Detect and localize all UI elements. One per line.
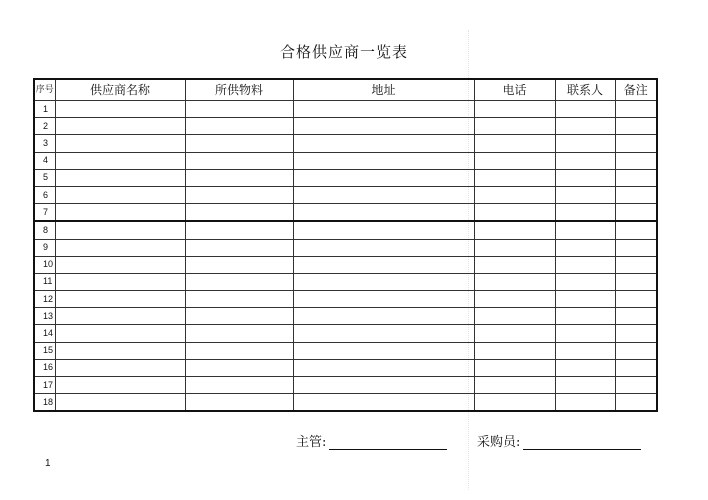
cell-supplier-name[interactable]	[55, 342, 185, 359]
supervisor-signature	[296, 431, 447, 450]
table-row	[34, 221, 657, 239]
cell-address[interactable]	[293, 221, 474, 239]
table-row	[34, 377, 657, 394]
cell-supplier-name[interactable]	[55, 118, 185, 135]
cell-address[interactable]	[293, 135, 474, 152]
cell-materials[interactable]	[185, 221, 293, 239]
table-row	[34, 169, 657, 186]
cell-remarks[interactable]	[615, 342, 657, 359]
row-index: 13	[34, 308, 55, 325]
cell-address[interactable]	[293, 256, 474, 273]
cell-remarks[interactable]	[615, 394, 657, 412]
cell-supplier-name[interactable]	[55, 273, 185, 290]
table-row	[34, 291, 657, 308]
row-index: 2	[34, 118, 55, 135]
cell-materials[interactable]	[185, 152, 293, 169]
cell-phone[interactable]	[474, 273, 555, 290]
cell-address[interactable]	[293, 325, 474, 342]
supervisor-label: 主管:	[296, 435, 327, 450]
cell-remarks[interactable]	[615, 325, 657, 342]
column-header-supplier-name: 供应商名称	[55, 79, 185, 101]
column-header-materials: 所供物料	[185, 79, 293, 101]
table-row	[34, 101, 657, 118]
row-index: 16	[34, 359, 55, 376]
purchaser-label: 采购员:	[477, 435, 521, 450]
cell-remarks[interactable]	[615, 359, 657, 376]
cell-remarks[interactable]	[615, 291, 657, 308]
cell-materials[interactable]	[185, 186, 293, 203]
cell-phone[interactable]	[474, 359, 555, 376]
cell-materials[interactable]	[185, 204, 293, 222]
cell-contact[interactable]	[555, 204, 615, 222]
row-index: 17	[34, 377, 55, 394]
cell-phone[interactable]	[474, 239, 555, 256]
table-row	[34, 359, 657, 376]
cell-supplier-name[interactable]	[55, 325, 185, 342]
cell-supplier-name[interactable]	[55, 101, 185, 118]
row-index: 5	[34, 169, 55, 186]
row-index: 18	[34, 394, 55, 412]
cell-materials[interactable]	[185, 377, 293, 394]
cell-address[interactable]	[293, 359, 474, 376]
cell-remarks[interactable]	[615, 239, 657, 256]
cell-supplier-name[interactable]	[55, 394, 185, 412]
cell-remarks[interactable]	[615, 256, 657, 273]
column-header-remarks: 备注	[615, 79, 657, 101]
row-index: 8	[34, 221, 55, 239]
supervisor-signature-line[interactable]	[329, 436, 447, 450]
cell-supplier-name[interactable]	[55, 204, 185, 222]
cell-materials[interactable]	[185, 169, 293, 186]
row-index: 9	[34, 239, 55, 256]
cell-remarks[interactable]	[615, 273, 657, 290]
table-row	[34, 273, 657, 290]
cell-supplier-name[interactable]	[55, 135, 185, 152]
cell-contact[interactable]	[555, 377, 615, 394]
page-number: 1	[45, 458, 51, 469]
cell-supplier-name[interactable]	[55, 359, 185, 376]
cell-phone[interactable]	[474, 204, 555, 222]
table-row	[34, 394, 657, 412]
cell-address[interactable]	[293, 118, 474, 135]
column-header-contact: 联系人	[555, 79, 615, 101]
cell-materials[interactable]	[185, 325, 293, 342]
cell-contact[interactable]	[555, 325, 615, 342]
cell-contact[interactable]	[555, 135, 615, 152]
cell-phone[interactable]	[474, 135, 555, 152]
cell-remarks[interactable]	[615, 308, 657, 325]
cell-phone[interactable]	[474, 169, 555, 186]
cell-remarks[interactable]	[615, 221, 657, 239]
cell-remarks[interactable]	[615, 204, 657, 222]
cell-supplier-name[interactable]	[55, 256, 185, 273]
cell-address[interactable]	[293, 169, 474, 186]
cell-contact[interactable]	[555, 169, 615, 186]
cell-phone[interactable]	[474, 186, 555, 203]
cell-remarks[interactable]	[615, 152, 657, 169]
table-header-row	[34, 79, 657, 101]
cell-phone[interactable]	[474, 291, 555, 308]
cell-contact[interactable]	[555, 186, 615, 203]
purchaser-signature	[477, 431, 641, 450]
cell-materials[interactable]	[185, 394, 293, 412]
cell-contact[interactable]	[555, 308, 615, 325]
cell-contact[interactable]	[555, 152, 615, 169]
cell-supplier-name[interactable]	[55, 186, 185, 203]
row-index: 15	[34, 342, 55, 359]
table-row	[34, 152, 657, 169]
cell-address[interactable]	[293, 394, 474, 412]
row-index: 12	[34, 291, 55, 308]
cell-supplier-name[interactable]	[55, 152, 185, 169]
row-index: 6	[34, 186, 55, 203]
cell-phone[interactable]	[474, 342, 555, 359]
cell-remarks[interactable]	[615, 377, 657, 394]
cell-remarks[interactable]	[615, 101, 657, 118]
cell-materials[interactable]	[185, 256, 293, 273]
cell-materials[interactable]	[185, 101, 293, 118]
cell-address[interactable]	[293, 291, 474, 308]
row-index: 3	[34, 135, 55, 152]
document-title: 合格供应商一览表	[279, 43, 408, 61]
cell-materials[interactable]	[185, 239, 293, 256]
cell-phone[interactable]	[474, 325, 555, 342]
table-row	[34, 186, 657, 203]
cell-address[interactable]	[293, 204, 474, 222]
cell-address[interactable]	[293, 186, 474, 203]
cell-phone[interactable]	[474, 394, 555, 412]
cell-phone[interactable]	[474, 101, 555, 118]
cell-address[interactable]	[293, 273, 474, 290]
cell-address[interactable]	[293, 308, 474, 325]
table-row	[34, 239, 657, 256]
cell-phone[interactable]	[474, 221, 555, 239]
cell-contact[interactable]	[555, 101, 615, 118]
purchaser-signature-line[interactable]	[523, 436, 641, 450]
cell-address[interactable]	[293, 152, 474, 169]
cell-phone[interactable]	[474, 118, 555, 135]
row-index: 10	[34, 256, 55, 273]
cell-supplier-name[interactable]	[55, 169, 185, 186]
cell-phone[interactable]	[474, 152, 555, 169]
table-row	[34, 308, 657, 325]
row-index: 4	[34, 152, 55, 169]
cell-remarks[interactable]	[615, 186, 657, 203]
cell-contact[interactable]	[555, 118, 615, 135]
cell-supplier-name[interactable]	[55, 239, 185, 256]
row-index: 1	[34, 101, 55, 118]
cell-materials[interactable]	[185, 118, 293, 135]
cell-materials[interactable]	[185, 359, 293, 376]
table-row	[34, 325, 657, 342]
table-row	[34, 118, 657, 135]
cell-contact[interactable]	[555, 394, 615, 412]
cell-contact[interactable]	[555, 291, 615, 308]
column-header-phone: 电话	[474, 79, 555, 101]
cell-supplier-name[interactable]	[55, 221, 185, 239]
cell-contact[interactable]	[555, 239, 615, 256]
column-header-address: 地址	[293, 79, 474, 101]
column-header-index: 序号	[34, 79, 55, 101]
supplier-table	[33, 78, 658, 412]
cell-contact[interactable]	[555, 221, 615, 239]
cell-remarks[interactable]	[615, 135, 657, 152]
cell-materials[interactable]	[185, 342, 293, 359]
cell-address[interactable]	[293, 377, 474, 394]
cell-supplier-name[interactable]	[55, 308, 185, 325]
cell-materials[interactable]	[185, 291, 293, 308]
cell-supplier-name[interactable]	[55, 291, 185, 308]
cell-contact[interactable]	[555, 342, 615, 359]
row-index: 7	[34, 204, 55, 222]
table-row	[34, 135, 657, 152]
table-row	[34, 256, 657, 273]
cell-address[interactable]	[293, 342, 474, 359]
cell-contact[interactable]	[555, 256, 615, 273]
cell-contact[interactable]	[555, 359, 615, 376]
row-index: 11	[34, 273, 55, 290]
cell-address[interactable]	[293, 101, 474, 118]
cell-materials[interactable]	[185, 135, 293, 152]
cell-phone[interactable]	[474, 377, 555, 394]
table-row	[34, 342, 657, 359]
cell-supplier-name[interactable]	[55, 377, 185, 394]
table-row	[34, 204, 657, 222]
cell-address[interactable]	[293, 239, 474, 256]
row-index: 14	[34, 325, 55, 342]
cell-materials[interactable]	[185, 273, 293, 290]
cell-contact[interactable]	[555, 273, 615, 290]
cell-phone[interactable]	[474, 308, 555, 325]
cell-remarks[interactable]	[615, 169, 657, 186]
cell-remarks[interactable]	[615, 118, 657, 135]
cell-materials[interactable]	[185, 308, 293, 325]
cell-phone[interactable]	[474, 256, 555, 273]
